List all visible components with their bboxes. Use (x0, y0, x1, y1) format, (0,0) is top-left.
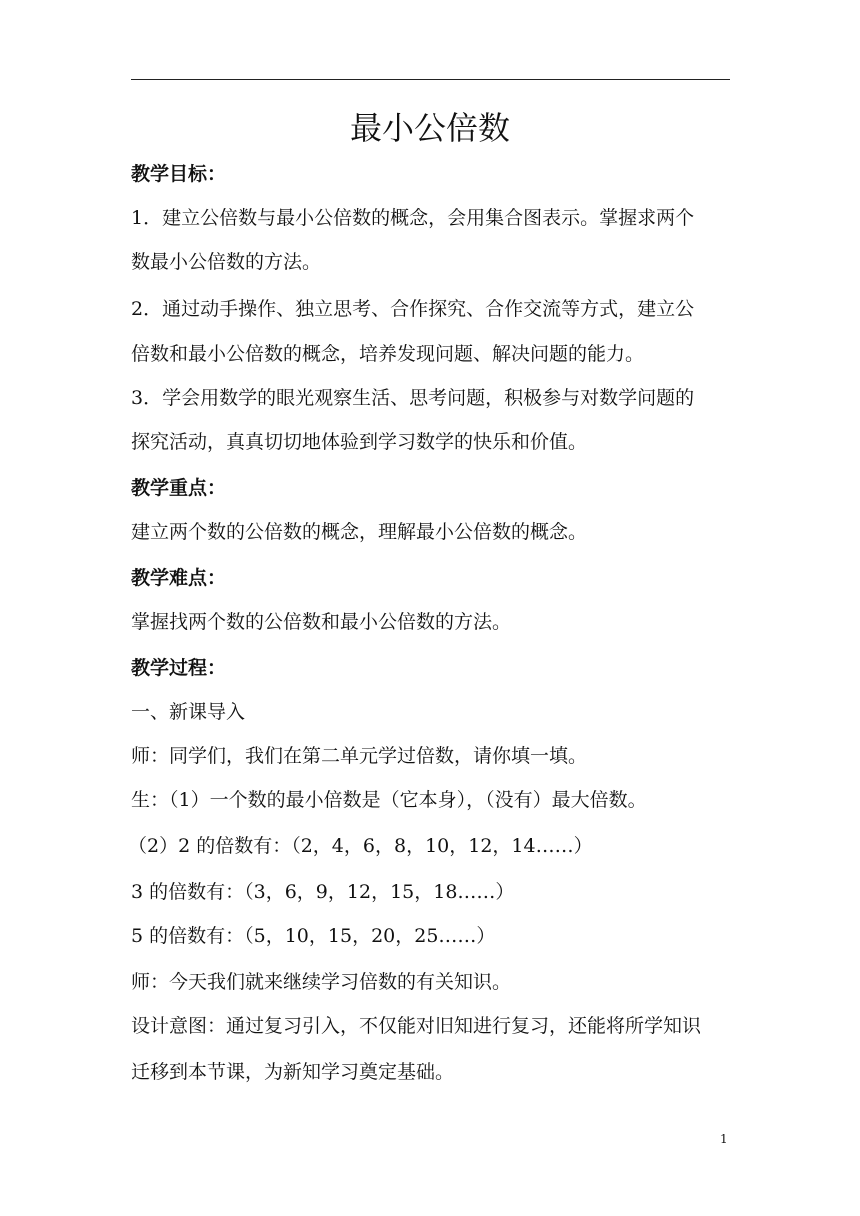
design-intent-line-1: 设计意图：通过复习引入，不仅能对旧知进行复习，还能将所学知识 (131, 1015, 702, 1037)
key-points-text: 建立两个数的公倍数的概念，理解最小公倍数的概念。 (131, 521, 588, 543)
goal-1-line-1: 1．建立公倍数与最小公倍数的概念，会用集合图表示。掌握求两个 (131, 207, 695, 229)
document-title: 最小公倍数 (349, 109, 510, 147)
design-intent-line-2: 迁移到本节课，为新知学习奠定基础。 (131, 1061, 455, 1083)
page-number: 1 (720, 1132, 728, 1146)
part-1-heading: 一、新课导入 (131, 701, 246, 723)
goal-3-line-2: 探究活动，真真切切地体验到学习数学的快乐和价值。 (131, 431, 588, 453)
difficulty-text: 掌握找两个数的公倍数和最小公倍数的方法。 (131, 611, 512, 633)
multiples-of-3: 3 的倍数有：（3，6，9，12，15，18……） (131, 881, 515, 903)
difficulty-heading: 教学难点： (131, 567, 227, 589)
goals-heading: 教学目标： (131, 163, 227, 185)
multiples-of-5: 5 的倍数有：（5，10，15，20，25……） (131, 925, 496, 947)
key-points-heading: 教学重点： (131, 477, 227, 499)
process-heading: 教学过程： (131, 657, 227, 679)
goal-2-line-1: 2．通过动手操作、独立思考、合作探究、合作交流等方式，建立公 (131, 298, 695, 320)
goal-2-line-2: 倍数和最小公倍数的概念，培养发现问题、解决问题的能力。 (131, 343, 645, 365)
header-rule (131, 79, 730, 80)
teacher-line-2: 师：今天我们就来继续学习倍数的有关知识。 (131, 971, 512, 993)
student-line-1: 生：（1）一个数的最小倍数是（它本身），（没有）最大倍数。 (131, 789, 647, 811)
multiples-of-2: （2）2 的倍数有：（2，4，6，8，10，12，14……） (128, 835, 593, 857)
goal-3-line-1: 3．学会用数学的眼光观察生活、思考问题，积极参与对数学问题的 (131, 387, 695, 409)
goal-1-line-2: 数最小公倍数的方法。 (131, 251, 322, 273)
teacher-line-1: 师：同学们，我们在第二单元学过倍数，请你填一填。 (131, 745, 588, 767)
